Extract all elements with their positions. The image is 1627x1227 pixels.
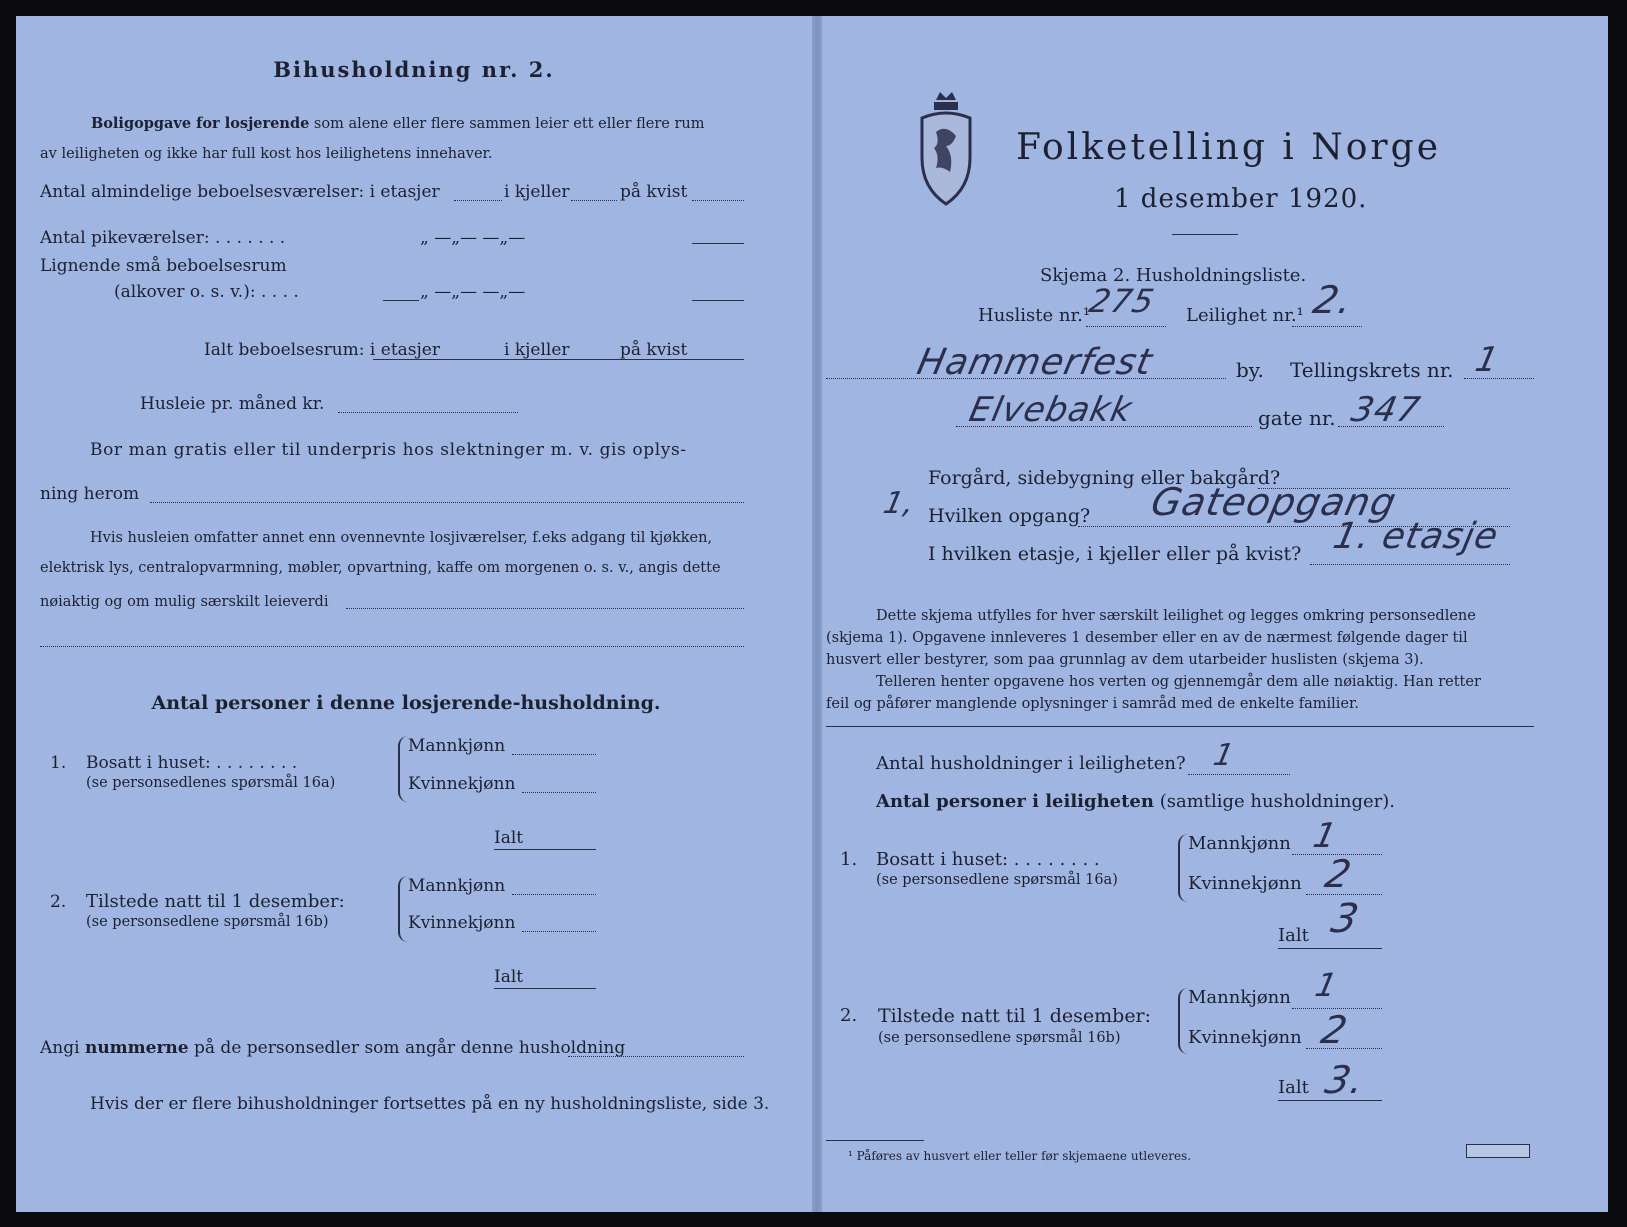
opgang-value: Gateopgang [1147,480,1401,524]
krets-value: 1 [1471,340,1503,380]
angi-rest: på de personsedler som angår denne husholdning [194,1038,626,1058]
angi-field[interactable] [568,1056,744,1057]
pike-ditto-marks: „ —„— —„— [420,228,526,248]
antal-heading: Antal personer i denne losjerende-husholdning. [151,692,661,714]
q2-sub: (se personsedlene spørsmål 16b) [86,914,329,930]
r-q1-ialt-label: Ialt [1278,925,1309,946]
hvis-line-1: Hvis husleien omfatter annet enn ovennevnte losjiværelser, f.eks adgang til kjøkken, [90,530,713,546]
r-q1-number: 1. [840,849,858,870]
q2-mann-field[interactable] [512,894,596,895]
q1-label: Bosatt i huset: . . . . . . . . [86,753,298,773]
ialt-kjeller-label: i kjeller [504,340,570,360]
q2-kvinne-field[interactable] [522,931,596,932]
by-value: Hammerfest [913,342,1157,383]
ialt-rooms-underline [373,359,744,360]
rooms-kvist-label: på kvist [620,182,688,202]
hvis-field-2[interactable] [40,646,744,647]
etasje-field[interactable] [1310,564,1510,565]
husliste-value: 275 [1085,282,1159,320]
q2-number: 2. [50,892,67,912]
lignende-line-2: (alkover o. s. v.): . . . . [114,282,299,302]
margin-mark: 1, [880,486,919,521]
hvis-line-2: elektrisk lys, centralopvarmning, møbler, opvartning, kaffe om morgenen o. s. v., angis dette [40,560,721,576]
rooms-label: Antal almindelige beboelsesværelser: i etasjer [40,182,440,202]
lignende-etasjer-field[interactable] [383,300,419,301]
info-line-4: Telleren henter opgavene hos verten og gjennemgår dem alle nøiaktig. Han retter [876,674,1481,690]
r-q2-brace [1178,988,1188,1054]
angi-start: Angi [40,1038,80,1058]
r-q1-label: Bosatt i huset: . . . . . . . . [876,849,1100,870]
footnote: ¹ Påføres av husvert eller teller før skjemaene utleveres. [848,1149,1192,1163]
gate-nr-value: 347 [1347,390,1425,430]
r-q1-sub: (se personsedlene spørsmål 16a) [876,872,1118,888]
husleie-label: Husleie pr. måned kr. [140,394,325,414]
skjema-label: Skjema 2. Husholdningsliste. [1040,265,1307,286]
gratis-line-1: Bor man gratis eller til underpris hos slektninger m. v. gis oplys- [90,440,687,460]
r-q1-mann-label: Mannkjønn [1188,833,1291,854]
q1-kvinne-label: Kvinnekjønn [408,774,516,794]
census-date: 1 desember 1920. [1114,184,1368,214]
ialt-rooms-label: Ialt beboelsesrum: i etasjer [204,340,440,360]
leilighet-field[interactable] [1292,326,1362,327]
leilighet-label: Leilighet nr.¹ [1186,305,1304,326]
info-rule [826,726,1534,727]
husliste-field[interactable] [1086,326,1166,327]
coat-of-arms-icon [914,88,978,208]
q1-mann-label: Mannkjønn [408,736,506,756]
r-q2-ialt-label: Ialt [1278,1077,1309,1098]
husholdninger-field[interactable] [1188,774,1290,775]
census-sheet [16,16,1608,1212]
pike-kvist-field[interactable] [692,243,744,244]
gratis-field[interactable] [150,502,744,503]
husliste-label: Husliste nr.¹ [978,305,1091,326]
lignende-line-1: Lignende små beboelsesrum [40,256,287,276]
q2-brace [398,876,408,942]
leilighet-value: 2. [1309,278,1357,322]
r-q1-ialt-value: 3 [1327,896,1364,942]
rooms-kvist-field[interactable] [692,200,744,201]
rooms-kjeller-label: i kjeller [504,182,570,202]
q2-ialt-label: Ialt [494,967,524,987]
husholdninger-value: 1 [1210,738,1238,773]
angi-line [40,1038,625,1058]
r-q2-kvinne-value: 2 [1317,1008,1352,1052]
r-q2-kvinne-label: Kvinnekjønn [1188,1027,1302,1048]
rooms-kjeller-field[interactable] [571,200,617,201]
rooms-etasjer-field[interactable] [454,200,502,201]
etasje-value: 1. etasje [1329,516,1503,557]
left-footer: Hvis der er flere bihusholdninger fortsettes på en ny husholdningsliste, side 3. [90,1094,770,1114]
r-q1-brace [1178,834,1188,902]
gate-value: Elvebakk [965,390,1137,430]
by-label: by. [1236,358,1264,382]
intro-bold: Boligopgave for losjerende [91,115,310,132]
q2-kvinne-label: Kvinnekjønn [408,913,516,933]
info-line-1: Dette skjema utfylles for hver særskilt leilighet og legges omkring personsedlene [876,608,1476,624]
gate-label: gate nr. [1258,406,1336,430]
date-rule [1172,234,1238,235]
q1-number: 1. [50,753,67,773]
left-page [16,16,812,1212]
r-q2-sub: (se personsedlene spørsmål 16b) [878,1030,1121,1046]
r-q2-mann-value: 1 [1311,966,1342,1004]
info-line-2: (skjema 1). Opgavene innleveres 1 desember eller en av de nærmest følgende dager til [826,630,1468,646]
hvis-line-3: nøiaktig og om mulig særskilt leieverdi [40,594,329,610]
husholdninger-label: Antal husholdninger i leiligheten? [876,753,1186,774]
pike-label: Antal pikeværelser: . . . . . . . [40,228,286,248]
printer-stamp-icon [1466,1144,1530,1158]
gratis-line-2: ning herom [40,484,140,504]
q1-mann-field[interactable] [512,754,596,755]
r-q2-mann-label: Mannkjønn [1188,987,1291,1008]
intro-rest: som alene eller flere sammen leier ett eller flere rum [313,116,705,132]
r-q1-ialt-field[interactable] [1278,948,1382,949]
q1-sub: (se personsedlenes spørsmål 16a) [86,775,336,791]
etasje-label: I hvilken etasje, i kjeller eller på kvist? [928,543,1302,565]
intro-line-2: av leiligheten og ikke har full kost hos leilighetens innehaver. [40,146,493,162]
r-q2-number: 2. [840,1005,858,1026]
r-q1-mann-value: 1 [1309,816,1341,856]
krets-label: Tellingskrets nr. [1290,358,1454,382]
q2-label: Tilstede natt til 1 desember: [86,891,345,912]
opgang-label: Hvilken opgang? [928,505,1091,527]
left-title: Bihusholdning nr. 2. [273,57,555,82]
q1-brace [398,736,408,802]
r-q2-label: Tilstede natt til 1 desember: [878,1005,1152,1027]
r-q2-ialt-value: 3. [1321,1058,1369,1102]
q2-mann-label: Mannkjønn [408,876,506,896]
q1-kvinne-field[interactable] [522,792,596,793]
hvis-field[interactable] [346,608,744,609]
forgard-label: Forgård, sidebygning eller bakgård? [928,467,1281,489]
intro-line-1 [91,114,705,134]
info-line-3: husvert eller bestyrer, som paa grunnlag av dem utarbeider huslisten (skjema 3). [826,652,1424,668]
husleie-field[interactable] [338,412,518,413]
r-q1-kvinne-label: Kvinnekjønn [1188,873,1302,894]
angi-bold: nummerne [84,1038,189,1058]
ialt-kvist-label: på kvist [620,340,688,360]
antal-personer-line [876,792,1395,812]
right-title: Folketelling i Norge [1016,127,1441,168]
lignende-kvist-field[interactable] [692,300,744,301]
q1-ialt-label: Ialt [494,828,524,848]
antal-personer-rest: (samtlige husholdninger). [1159,791,1396,812]
lignende-ditto-marks: „ —„— —„— [420,282,526,302]
page-fold [812,16,822,1212]
r-q1-kvinne-value: 2 [1321,852,1356,896]
antal-personer-bold: Antal personer i leiligheten [876,791,1154,812]
info-line-5: feil og påfører manglende oplysninger i samråd med de enkelte familier. [826,696,1359,712]
footnote-rule [826,1140,924,1141]
right-page [822,16,1608,1212]
q2-ialt-field[interactable] [494,988,596,989]
q1-ialt-field[interactable] [494,849,596,850]
